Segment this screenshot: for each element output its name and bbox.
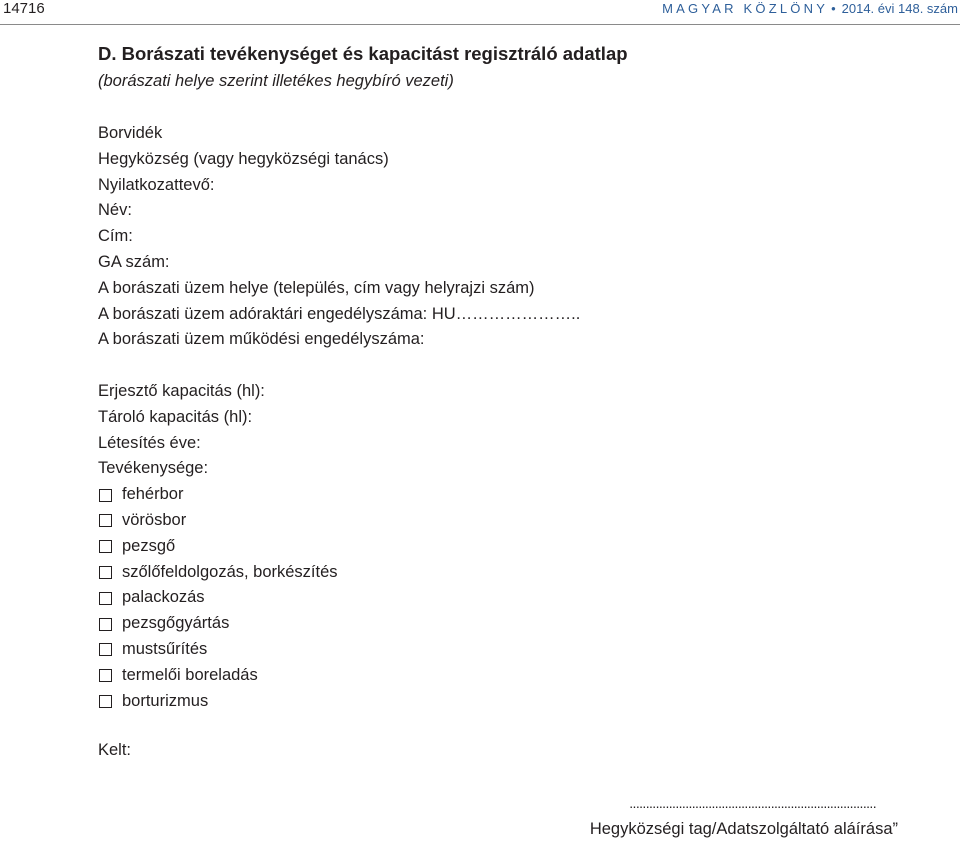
- checkbox-icon[interactable]: [99, 643, 112, 656]
- activity-fehérbor: [98, 482, 580, 508]
- activity-label: fehérbor: [122, 485, 184, 504]
- field-hegykozseg: Hegyközség (vagy hegyközségi tanács): [98, 149, 389, 168]
- form-fields: [98, 121, 580, 714]
- activity-label: pezsgőgyártás: [122, 614, 230, 633]
- page-number: 14716: [3, 0, 45, 17]
- header-divider: [0, 24, 960, 25]
- field-letesites-eve: Létesítés éve:: [98, 433, 201, 452]
- field-nyilatkozattevo: Nyilatkozattevő:: [98, 175, 215, 194]
- field-tevekenysege: Tevékenysége:: [98, 459, 209, 478]
- field-ga-szam: GA szám:: [98, 252, 170, 271]
- signature-line: ...........................................................................: [629, 795, 876, 811]
- activity-palackozas: [98, 585, 580, 611]
- checkbox-icon[interactable]: [99, 566, 112, 579]
- issue-number: 2014. évi 148. szám: [841, 1, 958, 16]
- activity-vorosbor: [98, 508, 580, 534]
- activity-label: borturizmus: [122, 691, 209, 710]
- activity-pezsgogyartas: [98, 611, 580, 637]
- field-nev: Név:: [98, 201, 132, 220]
- field-uzem-helye: A borászati üzem helye (település, cím vagy helyrajzi szám): [98, 278, 535, 297]
- activity-label: szőlőfeldolgozás, borkészítés: [122, 562, 338, 581]
- activity-borturizmus: [98, 689, 580, 715]
- field-borvidek: Borvidék: [98, 124, 163, 142]
- checkbox-icon[interactable]: [99, 540, 112, 553]
- form-subtitle: (borászati helye szerint illetékes hegybíró vezeti): [98, 72, 454, 90]
- field-cim: Cím:: [98, 227, 133, 246]
- activity-termeloi-boreladas: [98, 663, 580, 689]
- activity-pezsgo: [98, 534, 580, 560]
- journal-name: MAGYAR KÖZLÖNY: [662, 1, 829, 16]
- field-tarolo-kapacitas: Tároló kapacitás (hl):: [98, 407, 253, 426]
- checkbox-icon[interactable]: [99, 695, 112, 708]
- activity-label: mustsűrítés: [122, 639, 208, 658]
- signature-label: Hegyközségi tag/Adatszolgáltató aláírása”: [589, 820, 898, 838]
- field-erjeszto-kapacitas: Erjesztő kapacitás (hl):: [98, 381, 265, 400]
- activity-label: palackozás: [122, 588, 205, 607]
- checkbox-icon[interactable]: [99, 592, 112, 605]
- field-adoraktari-engedely: A borászati üzem adóraktári engedélyszáma: HU…………………..: [98, 304, 581, 323]
- activity-label: termelői boreladás: [122, 665, 258, 684]
- activity-label: vörösbor: [122, 510, 187, 529]
- activity-mustsurites: [98, 637, 580, 663]
- activity-szolofeldolgozas: [98, 560, 580, 586]
- checkbox-icon[interactable]: [99, 514, 112, 527]
- date-label: Kelt:: [98, 741, 132, 759]
- checkbox-icon[interactable]: [99, 669, 112, 682]
- form-title: D. Borászati tevékenységet és kapacitást regisztráló adatlap: [98, 43, 628, 64]
- activity-label: pezsgő: [122, 536, 176, 555]
- bullet-separator: •: [831, 1, 836, 16]
- field-mukodesi-engedely: A borászati üzem működési engedélyszáma:: [98, 330, 425, 349]
- page-header: [0, 0, 960, 24]
- spacer: [98, 353, 580, 379]
- checkbox-icon[interactable]: [99, 489, 112, 502]
- checkbox-icon[interactable]: [99, 618, 112, 631]
- journal-title: [662, 1, 958, 17]
